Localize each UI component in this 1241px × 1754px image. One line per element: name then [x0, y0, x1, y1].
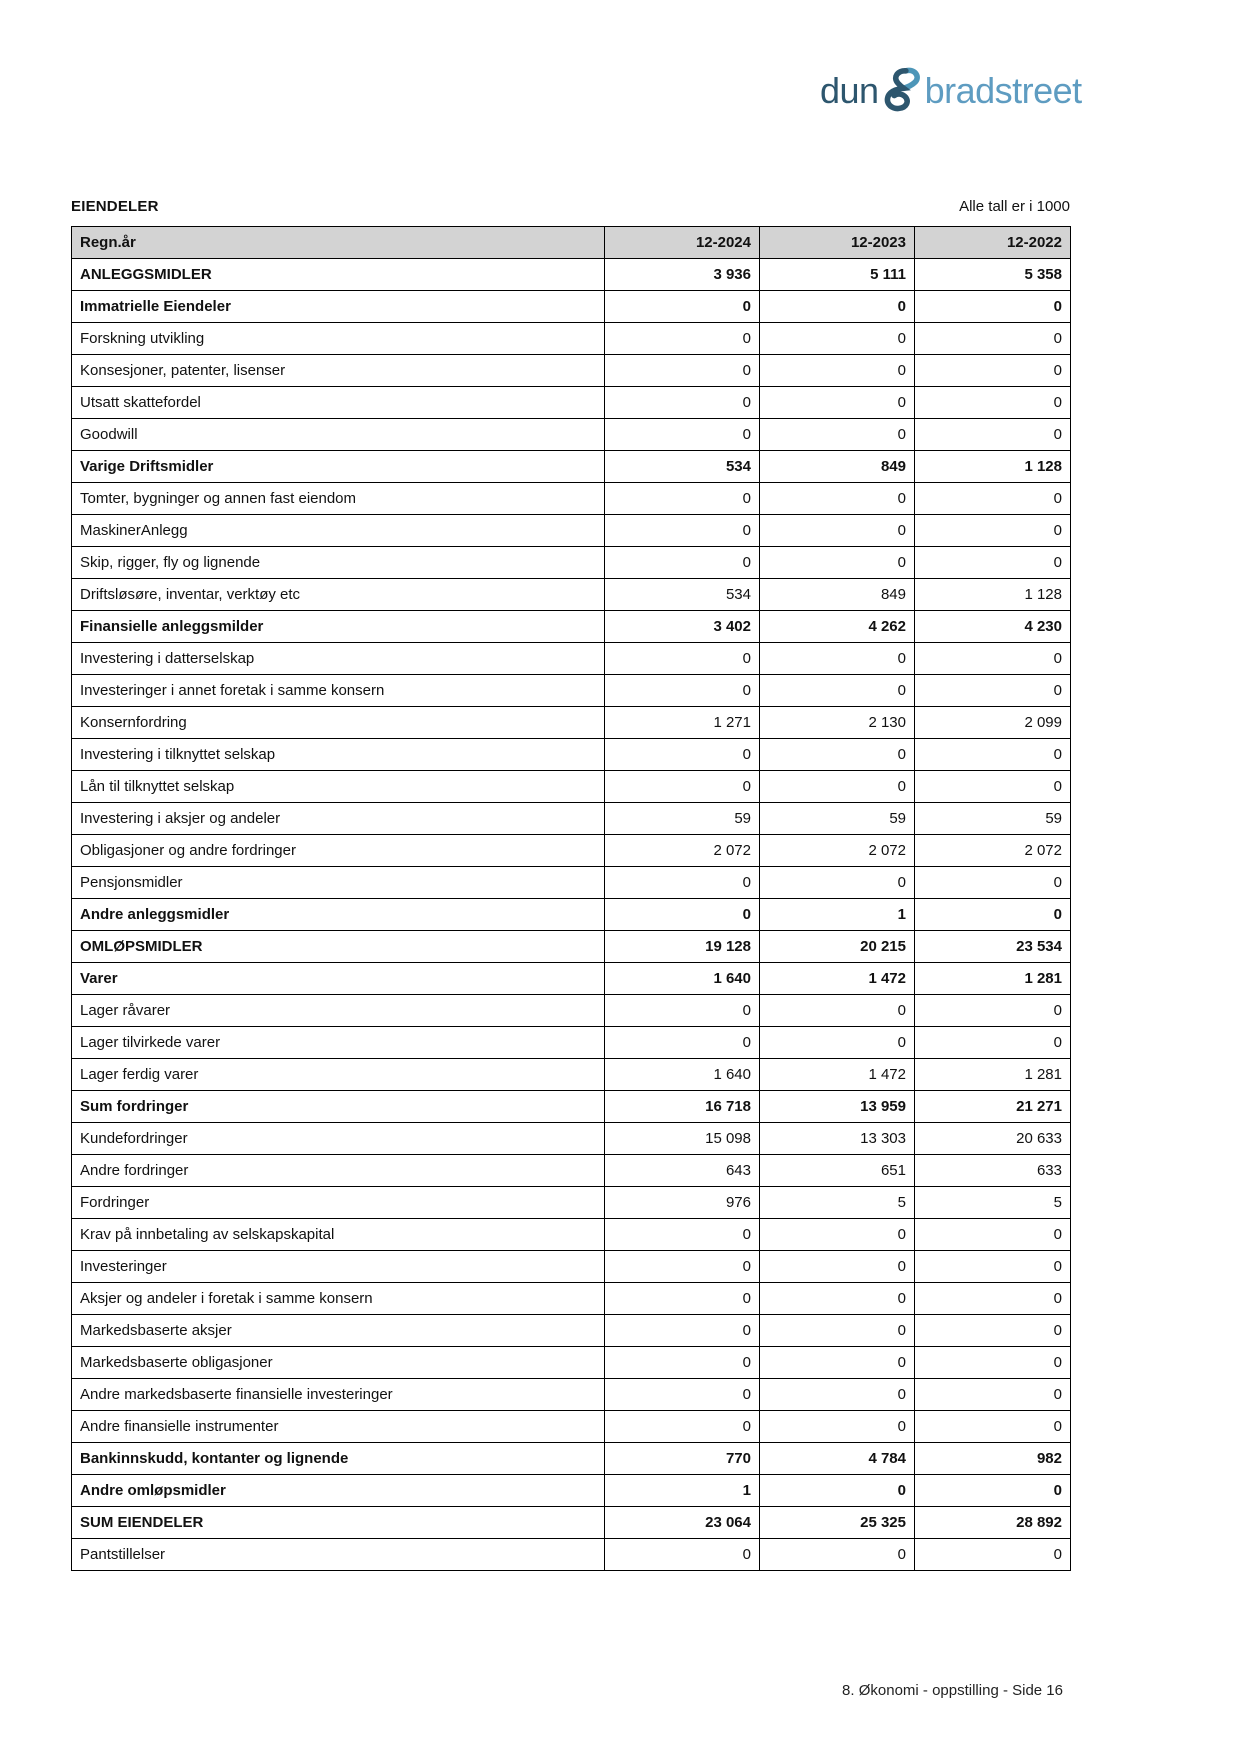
table-row — [72, 355, 1071, 387]
value-cell: 534 — [605, 451, 760, 483]
value-cell: 59 — [760, 803, 915, 835]
table-row — [72, 1539, 1071, 1571]
row-label-cell: Investeringer i annet foretak i samme konsern — [72, 675, 605, 707]
value-cell: 0 — [605, 515, 760, 547]
value-cell: 0 — [605, 899, 760, 931]
value-cell: 23 534 — [915, 931, 1071, 963]
value-cell: 0 — [605, 355, 760, 387]
value-cell: 0 — [605, 1219, 760, 1251]
value-cell: 0 — [915, 1283, 1071, 1315]
value-cell: 0 — [605, 867, 760, 899]
value-cell: 0 — [605, 1283, 760, 1315]
table-row — [72, 483, 1071, 515]
value-cell: 59 — [915, 803, 1071, 835]
row-label-cell: Finansielle anleggsmilder — [72, 611, 605, 643]
table-row — [72, 1251, 1071, 1283]
value-cell: 0 — [605, 387, 760, 419]
row-label-cell: Markedsbaserte obligasjoner — [72, 1347, 605, 1379]
value-cell: 0 — [605, 483, 760, 515]
value-cell: 0 — [915, 1251, 1071, 1283]
value-cell: 2 130 — [760, 707, 915, 739]
value-cell: 1 281 — [915, 1059, 1071, 1091]
row-label-cell: Kundefordringer — [72, 1123, 605, 1155]
table-row — [72, 707, 1071, 739]
value-cell: 0 — [605, 1379, 760, 1411]
table-row — [72, 1411, 1071, 1443]
value-cell: 2 072 — [915, 835, 1071, 867]
value-cell: 0 — [605, 643, 760, 675]
logo-text-bradstreet: bradstreet — [924, 70, 1082, 111]
value-cell: 0 — [760, 1219, 915, 1251]
value-cell: 4 262 — [760, 611, 915, 643]
value-cell: 1 281 — [915, 963, 1071, 995]
value-cell: 0 — [760, 675, 915, 707]
value-cell: 3 402 — [605, 611, 760, 643]
row-label-cell: Investeringer — [72, 1251, 605, 1283]
value-cell: 25 325 — [760, 1507, 915, 1539]
value-cell: 3 936 — [605, 259, 760, 291]
value-cell: 1 128 — [915, 451, 1071, 483]
value-cell: 0 — [760, 1027, 915, 1059]
table-row — [72, 1347, 1071, 1379]
value-cell: 0 — [760, 739, 915, 771]
value-cell: 23 064 — [605, 1507, 760, 1539]
table-body — [72, 259, 1071, 1571]
value-cell: 0 — [915, 995, 1071, 1027]
row-label-cell: Markedsbaserte aksjer — [72, 1315, 605, 1347]
value-cell: 849 — [760, 451, 915, 483]
table-row — [72, 1283, 1071, 1315]
value-cell: 0 — [605, 323, 760, 355]
column-header-year: 12-2024 — [605, 227, 760, 259]
value-cell: 0 — [760, 1539, 915, 1571]
value-cell: 4 230 — [915, 611, 1071, 643]
table-row — [72, 387, 1071, 419]
row-label-cell: Andre fordringer — [72, 1155, 605, 1187]
column-header-label: Regn.år — [72, 227, 605, 259]
row-label-cell: Skip, rigger, fly og lignende — [72, 547, 605, 579]
value-cell: 0 — [760, 547, 915, 579]
value-cell: 0 — [760, 1379, 915, 1411]
table-row — [72, 291, 1071, 323]
value-cell: 1 472 — [760, 963, 915, 995]
value-cell: 0 — [915, 643, 1071, 675]
row-label-cell: Goodwill — [72, 419, 605, 451]
value-cell: 59 — [605, 803, 760, 835]
table-row — [72, 515, 1071, 547]
value-cell: 0 — [605, 739, 760, 771]
value-cell: 0 — [760, 643, 915, 675]
value-cell: 651 — [760, 1155, 915, 1187]
value-cell: 1 640 — [605, 1059, 760, 1091]
value-cell: 0 — [605, 1539, 760, 1571]
value-cell: 16 718 — [605, 1091, 760, 1123]
value-cell: 0 — [760, 1475, 915, 1507]
value-cell: 2 072 — [605, 835, 760, 867]
table-row — [72, 1507, 1071, 1539]
row-label-cell: Varige Driftsmidler — [72, 451, 605, 483]
row-label-cell: Tomter, bygninger og annen fast eiendom — [72, 483, 605, 515]
value-cell: 15 098 — [605, 1123, 760, 1155]
row-label-cell: Obligasjoner og andre fordringer — [72, 835, 605, 867]
value-cell: 0 — [915, 419, 1071, 451]
row-label-cell: Aksjer og andeler i foretak i samme konsern — [72, 1283, 605, 1315]
value-cell: 0 — [605, 547, 760, 579]
value-cell: 0 — [760, 291, 915, 323]
table-row — [72, 643, 1071, 675]
value-cell: 534 — [605, 579, 760, 611]
page-title: EIENDELER — [71, 198, 159, 215]
value-cell: 1 128 — [915, 579, 1071, 611]
table-header-row — [72, 227, 1071, 259]
table-row — [72, 899, 1071, 931]
table-row — [72, 1027, 1071, 1059]
row-label-cell: Pantstillelser — [72, 1539, 605, 1571]
balance-table-wrapper — [71, 226, 1071, 1571]
value-cell: 0 — [915, 547, 1071, 579]
value-cell: 5 — [760, 1187, 915, 1219]
table-row — [72, 1379, 1071, 1411]
title-row — [71, 198, 1070, 215]
value-cell: 0 — [915, 771, 1071, 803]
value-cell: 0 — [915, 1219, 1071, 1251]
value-cell: 0 — [915, 1027, 1071, 1059]
value-cell: 0 — [760, 419, 915, 451]
row-label-cell: ANLEGGSMIDLER — [72, 259, 605, 291]
value-cell: 0 — [760, 387, 915, 419]
value-cell: 0 — [605, 771, 760, 803]
table-row — [72, 675, 1071, 707]
value-cell: 0 — [915, 1347, 1071, 1379]
row-label-cell: Fordringer — [72, 1187, 605, 1219]
value-cell: 0 — [760, 771, 915, 803]
table-row — [72, 579, 1071, 611]
table-row — [72, 835, 1071, 867]
logo-text-dun: dun — [820, 70, 879, 111]
row-label-cell: Immatrielle Eiendeler — [72, 291, 605, 323]
value-cell: 20 633 — [915, 1123, 1071, 1155]
table-row — [72, 739, 1071, 771]
value-cell: 4 784 — [760, 1443, 915, 1475]
value-cell: 0 — [915, 515, 1071, 547]
value-cell: 0 — [760, 867, 915, 899]
table-row — [72, 1155, 1071, 1187]
table-row — [72, 451, 1071, 483]
table-row — [72, 1443, 1071, 1475]
value-cell: 0 — [915, 1475, 1071, 1507]
row-label-cell: Andre finansielle instrumenter — [72, 1411, 605, 1443]
value-cell: 0 — [605, 675, 760, 707]
ampersand-icon — [879, 70, 925, 112]
value-cell: 0 — [760, 323, 915, 355]
value-cell: 0 — [915, 1379, 1071, 1411]
value-cell: 20 215 — [760, 931, 915, 963]
table-row — [72, 547, 1071, 579]
row-label-cell: Andre markedsbaserte finansielle investeringer — [72, 1379, 605, 1411]
table-header — [72, 227, 1071, 259]
value-cell: 0 — [915, 483, 1071, 515]
table-row — [72, 1475, 1071, 1507]
row-label-cell: Krav på innbetaling av selskapskapital — [72, 1219, 605, 1251]
value-cell: 0 — [605, 291, 760, 323]
value-cell: 0 — [760, 1283, 915, 1315]
value-cell: 28 892 — [915, 1507, 1071, 1539]
value-cell: 0 — [760, 1347, 915, 1379]
value-cell: 849 — [760, 579, 915, 611]
row-label-cell: Andre anleggsmidler — [72, 899, 605, 931]
row-label-cell: Sum fordringer — [72, 1091, 605, 1123]
value-cell: 976 — [605, 1187, 760, 1219]
row-label-cell: Lager ferdig varer — [72, 1059, 605, 1091]
value-cell: 0 — [605, 1347, 760, 1379]
value-cell: 21 271 — [915, 1091, 1071, 1123]
row-label-cell: Pensjonsmidler — [72, 867, 605, 899]
value-cell: 0 — [605, 995, 760, 1027]
value-cell: 0 — [915, 867, 1071, 899]
value-cell: 1 271 — [605, 707, 760, 739]
column-header-year: 12-2022 — [915, 227, 1071, 259]
row-label-cell: Driftsløsøre, inventar, verktøy etc — [72, 579, 605, 611]
value-cell: 5 — [915, 1187, 1071, 1219]
row-label-cell: Forskning utvikling — [72, 323, 605, 355]
table-row — [72, 995, 1071, 1027]
value-cell: 0 — [760, 1411, 915, 1443]
page-footer: 8. Økonomi - oppstilling - Side 16 — [842, 1682, 1063, 1699]
table-row — [72, 931, 1071, 963]
value-cell: 2 072 — [760, 835, 915, 867]
table-row — [72, 803, 1071, 835]
table-row — [72, 611, 1071, 643]
value-cell: 1 472 — [760, 1059, 915, 1091]
table-row — [72, 1091, 1071, 1123]
value-cell: 633 — [915, 1155, 1071, 1187]
table-row — [72, 1123, 1071, 1155]
table-row — [72, 1219, 1071, 1251]
value-cell: 0 — [915, 1539, 1071, 1571]
row-label-cell: OMLØPSMIDLER — [72, 931, 605, 963]
row-label-cell: Lån til tilknyttet selskap — [72, 771, 605, 803]
value-cell: 982 — [915, 1443, 1071, 1475]
row-label-cell: SUM EIENDELER — [72, 1507, 605, 1539]
value-cell: 13 303 — [760, 1123, 915, 1155]
table-row — [72, 963, 1071, 995]
value-cell: 0 — [915, 387, 1071, 419]
value-cell: 1 640 — [605, 963, 760, 995]
column-header-year: 12-2023 — [760, 227, 915, 259]
row-label-cell: Investering i datterselskap — [72, 643, 605, 675]
value-cell: 0 — [915, 675, 1071, 707]
row-label-cell: Varer — [72, 963, 605, 995]
table-row — [72, 1315, 1071, 1347]
value-cell: 0 — [915, 1411, 1071, 1443]
row-label-cell: Investering i tilknyttet selskap — [72, 739, 605, 771]
value-cell: 0 — [760, 483, 915, 515]
value-cell: 643 — [605, 1155, 760, 1187]
row-label-cell: MaskinerAnlegg — [72, 515, 605, 547]
value-cell: 0 — [915, 1315, 1071, 1347]
value-cell: 0 — [760, 995, 915, 1027]
value-cell: 19 128 — [605, 931, 760, 963]
value-cell: 0 — [760, 1315, 915, 1347]
value-cell: 5 358 — [915, 259, 1071, 291]
table-row — [72, 867, 1071, 899]
value-cell: 1 — [605, 1475, 760, 1507]
row-label-cell: Investering i aksjer og andeler — [72, 803, 605, 835]
row-label-cell: Konsesjoner, patenter, lisenser — [72, 355, 605, 387]
balance-table — [71, 226, 1071, 1571]
dun-and-bradstreet-logo — [820, 70, 1082, 112]
value-cell: 0 — [605, 1411, 760, 1443]
table-row — [72, 419, 1071, 451]
value-cell: 0 — [915, 899, 1071, 931]
value-cell: 2 099 — [915, 707, 1071, 739]
row-label-cell: Konsernfordring — [72, 707, 605, 739]
value-cell: 0 — [760, 1251, 915, 1283]
value-cell: 0 — [605, 1027, 760, 1059]
value-cell: 0 — [915, 739, 1071, 771]
row-label-cell: Lager tilvirkede varer — [72, 1027, 605, 1059]
value-cell: 1 — [760, 899, 915, 931]
value-cell: 0 — [605, 1315, 760, 1347]
value-cell: 0 — [605, 1251, 760, 1283]
table-row — [72, 259, 1071, 291]
value-cell: 0 — [915, 291, 1071, 323]
value-cell: 770 — [605, 1443, 760, 1475]
row-label-cell: Utsatt skattefordel — [72, 387, 605, 419]
value-cell: 0 — [760, 515, 915, 547]
table-row — [72, 771, 1071, 803]
value-cell: 0 — [760, 355, 915, 387]
row-label-cell: Andre omløpsmidler — [72, 1475, 605, 1507]
value-cell: 0 — [915, 355, 1071, 387]
value-cell: 5 111 — [760, 259, 915, 291]
unit-note: Alle tall er i 1000 — [959, 198, 1070, 215]
row-label-cell: Bankinnskudd, kontanter og lignende — [72, 1443, 605, 1475]
row-label-cell: Lager råvarer — [72, 995, 605, 1027]
table-row — [72, 1059, 1071, 1091]
table-row — [72, 323, 1071, 355]
value-cell: 0 — [605, 419, 760, 451]
value-cell: 13 959 — [760, 1091, 915, 1123]
value-cell: 0 — [915, 323, 1071, 355]
table-row — [72, 1187, 1071, 1219]
